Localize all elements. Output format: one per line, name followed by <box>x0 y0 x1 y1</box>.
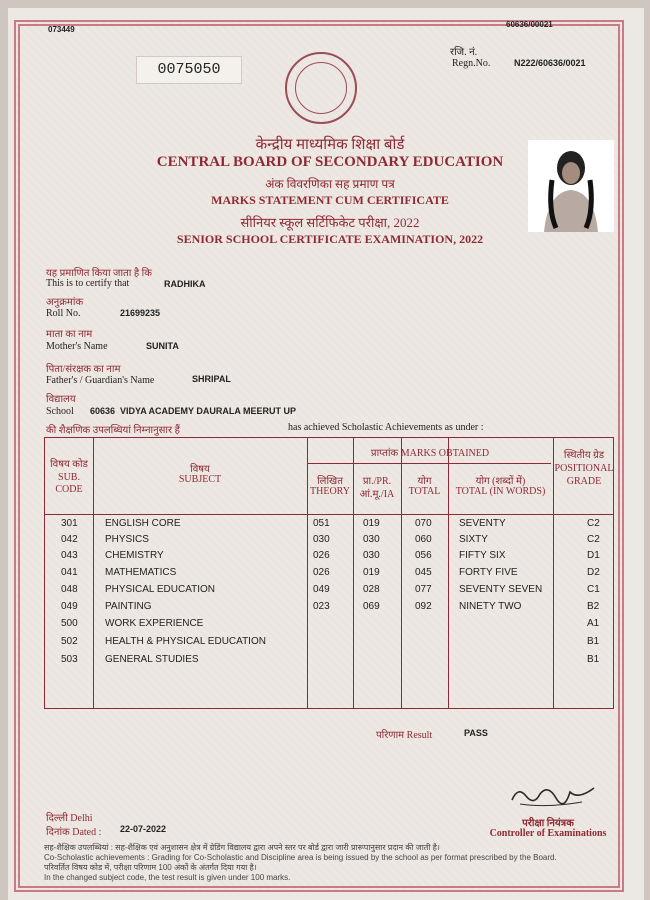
theory-marks: 030 <box>313 534 330 545</box>
pr-marks: 030 <box>363 550 380 561</box>
theory-marks: 026 <box>313 550 330 561</box>
place-hi: दिल्ली <box>46 813 68 824</box>
subject-name: GENERAL STUDIES <box>105 654 199 665</box>
subject-name: MATHEMATICS <box>105 567 177 578</box>
table-row <box>45 618 615 634</box>
theory-marks: 023 <box>313 601 330 612</box>
marks-obtained-en: MARKS OBTAINED <box>400 448 490 459</box>
grade: C2 <box>587 534 600 545</box>
theory-marks: 026 <box>313 567 330 578</box>
table-row <box>45 601 615 617</box>
mother-name: SUNITA <box>146 341 179 351</box>
grade: B2 <box>587 601 600 612</box>
total-marks: 092 <box>415 601 432 612</box>
date-value: 22-07-2022 <box>120 824 167 834</box>
subject-code: 049 <box>61 601 78 612</box>
board-name-hindi: केन्द्रीय माध्यमिक शिक्षा बोर्ड <box>255 137 405 153</box>
footer-line1: सह-शैक्षिक उपलब्धियां : सह-शैक्षिक एवं अनुशासन क्षेत्र में ग्रेडिंग विद्यालय द्वारा अपने स्तर पर बोर्ड द्वारा जारी प्रारूपानुसार प्रदान की जाती है। <box>44 843 440 852</box>
subject-name: PAINTING <box>105 601 152 612</box>
total-words-header-en: TOTAL (IN WORDS) <box>455 486 546 497</box>
total-in-words: SEVENTY <box>459 518 506 529</box>
total-marks: 077 <box>415 584 432 595</box>
place-line <box>46 810 93 824</box>
grade: D1 <box>587 550 600 561</box>
pr-marks: 019 <box>363 518 380 529</box>
title-english: MARKS STATEMENT CUM CERTIFICATE <box>211 193 449 207</box>
pr-marks: 028 <box>363 584 380 595</box>
subject-code: 500 <box>61 618 78 629</box>
table-row <box>45 636 615 652</box>
title-hindi: अंक विवरणिका सह प्रमाण पत्र <box>265 177 395 191</box>
father-label-en: Father's / Guardian's Name <box>46 375 155 386</box>
table-row <box>45 534 615 550</box>
certify-label-en: This is to certify that <box>46 278 130 289</box>
roll-label-en: Roll No. <box>46 308 81 319</box>
pr-header-en: आं.मू./IA <box>359 489 395 500</box>
regn-label-en: Regn.No. <box>452 58 491 69</box>
result-label-en: Result <box>406 730 433 741</box>
grade-header-hi: स्थितीय ग्रेड <box>563 450 605 461</box>
dated-line <box>46 824 101 838</box>
achievement-label-hi: की शैक्षणिक उपलब्धियां निम्नानुसार हैं <box>46 425 180 436</box>
certify-label-hi: यह प्रमाणित किया जाता है कि <box>46 268 152 279</box>
top-right-number: 60636/00021 <box>506 20 553 29</box>
total-in-words: FORTY FIVE <box>459 567 518 578</box>
pr-header-hi: प्रा./PR. <box>362 476 392 487</box>
grade: C1 <box>587 584 600 595</box>
table-row <box>45 550 615 566</box>
theory-marks: 051 <box>313 518 330 529</box>
table-row <box>45 654 615 670</box>
subject-code: 503 <box>61 654 78 665</box>
exam-english: SENIOR SCHOOL CERTIFICATE EXAMINATION, 2022 <box>176 232 484 246</box>
pr-marks: 019 <box>363 567 380 578</box>
subject-name: HEALTH & PHYSICAL EDUCATION <box>105 636 266 647</box>
pr-marks: 069 <box>363 601 380 612</box>
exam-hindi: सीनियर स्कूल सर्टिफिकेट परीक्षा, 2022 <box>240 215 420 230</box>
theory-header-en: THEORY <box>310 486 350 497</box>
footer-line4: In the changed subject code, the test result is given under 100 marks. <box>44 873 291 882</box>
student-photo <box>528 140 614 232</box>
regn-label-hi: रजि. नं. <box>450 47 478 58</box>
marks-table <box>44 437 614 709</box>
subject-header-en: SUBJECT <box>178 474 222 485</box>
subject-code: 042 <box>61 534 78 545</box>
total-marks: 045 <box>415 567 432 578</box>
mother-label-en: Mother's Name <box>46 341 108 352</box>
result-label-hi: परिणाम <box>376 730 405 741</box>
pr-marks: 030 <box>363 534 380 545</box>
total-marks: 060 <box>415 534 432 545</box>
board-name-english: CENTRAL BOARD OF SECONDARY EDUCATION <box>156 154 504 170</box>
subject-name: PHYSICAL EDUCATION <box>105 584 216 595</box>
marks-obtained-hi: प्राप्तांक <box>370 448 399 459</box>
dated-en: Dated : <box>72 827 102 838</box>
footer-notes <box>44 843 614 883</box>
regn-value: N222/60636/0021 <box>514 58 586 68</box>
theory-marks: 049 <box>313 584 330 595</box>
controller-hi: परीक्षा नियंत्रक <box>522 818 574 829</box>
place-en: Delhi <box>70 813 93 824</box>
footer-line2: Co-Scholastic achievements : Grading for Co-Scholastic and Discipline area is being issued by the school as per format prescribed by the Board. <box>44 853 557 862</box>
roll-label-hi: अनुक्रमांक <box>46 297 84 308</box>
subject-code: 041 <box>61 567 78 578</box>
footer-line3: परिवर्तित विषय कोड में, परीक्षा परिणाम 100 अंकों के अंतर्गत दिया गया है। <box>44 863 257 872</box>
father-name: SHRIPAL <box>192 374 231 384</box>
dated-hi: दिनांक <box>46 827 70 838</box>
grade: D2 <box>587 567 600 578</box>
table-row <box>45 567 615 583</box>
controller-en: Controller of Examinations <box>489 828 607 839</box>
table-row <box>45 518 615 534</box>
total-header-en: TOTAL <box>408 486 441 497</box>
subject-name: CHEMISTRY <box>105 550 164 561</box>
result-value: PASS <box>464 728 488 738</box>
total-in-words: FIFTY SIX <box>459 550 506 561</box>
sub-code-header-hi: विषय कोड <box>50 459 88 470</box>
total-in-words: SIXTY <box>459 534 488 545</box>
school-label-en: School <box>46 406 74 417</box>
father-label-hi: पिता/संरक्षक का नाम <box>46 364 121 375</box>
subject-header-hi: विषय <box>190 464 210 475</box>
total-in-words: SEVENTY SEVEN <box>459 584 543 595</box>
total-header-hi: योग <box>417 476 432 487</box>
serial-number: 0075050 <box>136 56 242 84</box>
achievement-label-en: has achieved Scholastic Achievements as under : <box>288 422 484 433</box>
theory-header-hi: लिखित <box>317 476 343 487</box>
subject-name: PHYSICS <box>105 534 149 545</box>
signature <box>508 780 600 812</box>
result-label <box>376 727 432 741</box>
student-name: RADHIKA <box>164 279 206 289</box>
subject-code: 043 <box>61 550 78 561</box>
subject-code: 301 <box>61 518 78 529</box>
grade-header-en: POSITIONAL GRADE <box>554 463 614 487</box>
mother-label-hi: माता का नाम <box>46 329 93 340</box>
subject-name: ENGLISH CORE <box>105 518 181 529</box>
total-words-header-hi: योग (शब्दों में) <box>475 476 526 487</box>
total-marks: 070 <box>415 518 432 529</box>
marks-obtained-header <box>307 445 553 459</box>
sub-code-header-en: SUB. CODE <box>55 472 83 495</box>
cbse-logo <box>285 52 357 124</box>
top-left-number: 073449 <box>48 25 75 34</box>
school-name: 60636 VIDYA ACADEMY DAURALA MEERUT UP <box>90 406 297 416</box>
grade: B1 <box>587 654 600 665</box>
grade: A1 <box>587 618 600 629</box>
total-in-words: NINETY TWO <box>459 601 522 612</box>
total-marks: 056 <box>415 550 432 561</box>
grade: C2 <box>587 518 600 529</box>
school-label-hi: विद्यालय <box>46 394 76 405</box>
subject-code: 048 <box>61 584 78 595</box>
grade: B1 <box>587 636 600 647</box>
subject-name: WORK EXPERIENCE <box>105 618 204 629</box>
roll-number: 21699235 <box>120 308 161 318</box>
table-row <box>45 584 615 600</box>
subject-code: 502 <box>61 636 78 647</box>
